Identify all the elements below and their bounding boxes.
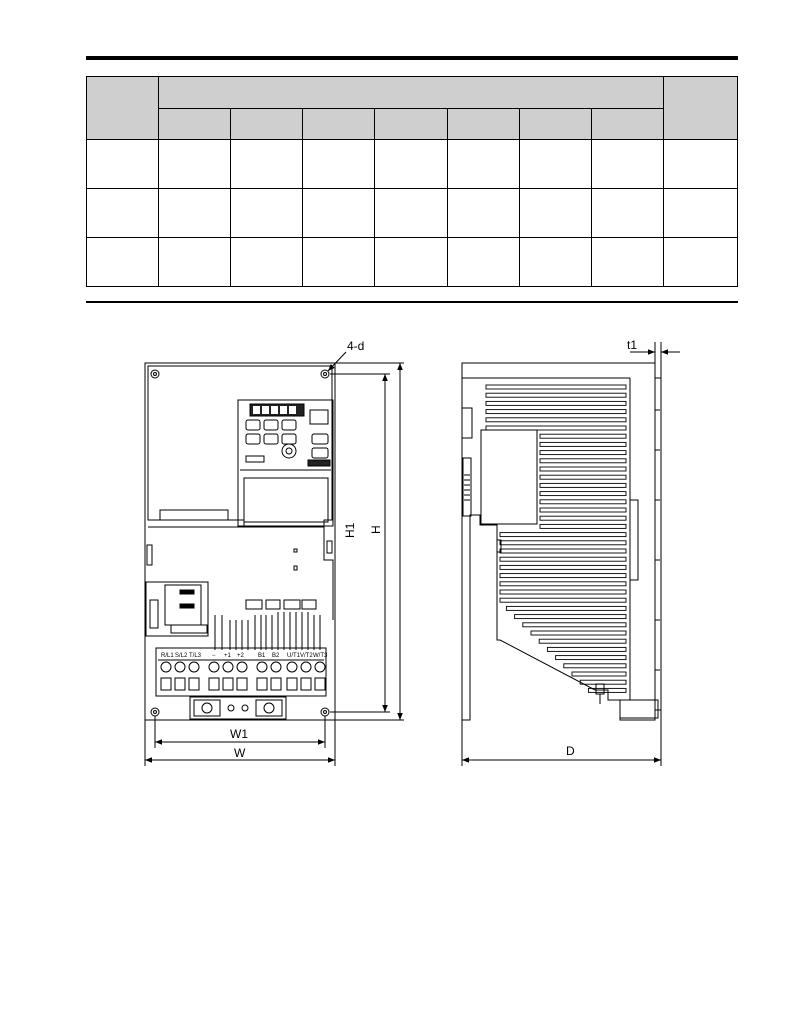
- vent-slot: [540, 483, 626, 487]
- vent-slot: [486, 418, 626, 422]
- terminal-label: B2: [272, 653, 280, 659]
- t1-label: t1: [627, 338, 638, 352]
- vent-slot: [531, 631, 626, 635]
- vent-slot: [540, 434, 626, 438]
- indicator: [294, 549, 297, 552]
- terminal-label: T/L3: [189, 653, 202, 659]
- vent-slot: [500, 590, 626, 594]
- vent-slot: [540, 524, 626, 528]
- vent-slot: [500, 549, 626, 553]
- vent-slot: [486, 393, 626, 397]
- vent-slots: [486, 385, 626, 692]
- vent-slot: [486, 410, 626, 414]
- vent-slot: [539, 639, 626, 643]
- front-body-outline: [145, 363, 335, 720]
- vent-slot: [540, 459, 626, 463]
- vent-slot: [500, 574, 626, 578]
- ground-bar: [190, 697, 286, 719]
- vent-slot: [523, 623, 626, 627]
- h-label: H: [369, 525, 383, 534]
- terminal-label: +2: [237, 653, 244, 659]
- side-clip: [327, 541, 332, 553]
- vent-slot: [486, 385, 626, 389]
- vent-slot: [572, 672, 626, 676]
- control-terminals: [246, 600, 316, 609]
- indicator: [294, 566, 297, 570]
- vent-slot: [500, 533, 626, 537]
- vent-slot: [540, 475, 626, 479]
- chassis-step: [148, 527, 333, 620]
- vent-slot: [547, 647, 626, 651]
- vent-slot: [500, 557, 626, 561]
- front-view: [145, 363, 335, 720]
- mounting-hole-icon: [151, 370, 159, 378]
- vent-slot: [556, 656, 626, 660]
- vent-slot: [500, 565, 626, 569]
- vent-slot: [540, 492, 626, 496]
- mounting-hole-icon: [151, 708, 159, 716]
- vent-slot: [500, 582, 626, 586]
- terminal-label: S/L2: [175, 653, 188, 659]
- terminal-label: B1: [258, 653, 266, 659]
- vent-slot: [506, 606, 626, 610]
- side-view: [462, 363, 661, 720]
- side-body-outline: [462, 363, 661, 720]
- terminal-label: W/T3: [313, 653, 328, 659]
- mounting-hole-icon: [321, 370, 329, 378]
- terminal-label: R/L1: [161, 653, 174, 659]
- terminal-label: U/T1: [287, 653, 301, 659]
- holes-label: 4-d: [347, 339, 365, 353]
- h1-label: H1: [343, 522, 357, 538]
- connector-block: [146, 582, 208, 636]
- vent-slot: [486, 426, 626, 430]
- vent-slot: [540, 451, 626, 455]
- w-label: W: [234, 746, 246, 760]
- cover-label: [160, 510, 228, 520]
- vent-slot: [540, 500, 626, 504]
- terminal-label: +1: [224, 653, 231, 659]
- mounting-hole-icon: [321, 708, 329, 716]
- vent-slot: [564, 664, 626, 668]
- side-clip: [147, 545, 152, 565]
- vent-slot: [500, 598, 626, 602]
- w1-label: W1: [230, 727, 248, 741]
- terminal-label: −: [212, 653, 216, 659]
- vent-slot: [500, 541, 626, 545]
- hole-leader-line: [328, 352, 346, 371]
- vent-slot: [540, 467, 626, 471]
- vent-slot: [540, 516, 626, 520]
- keypad-panel: [238, 400, 333, 526]
- terminal-label: V/T2: [300, 653, 313, 659]
- front-top-cover: [148, 366, 332, 527]
- wire-guides: [215, 612, 320, 650]
- vent-slot: [540, 508, 626, 512]
- vent-slot: [486, 401, 626, 405]
- vent-slot: [540, 442, 626, 446]
- vent-slot: [515, 615, 626, 619]
- terminal-labels: [161, 653, 328, 659]
- d-label: D: [566, 744, 575, 758]
